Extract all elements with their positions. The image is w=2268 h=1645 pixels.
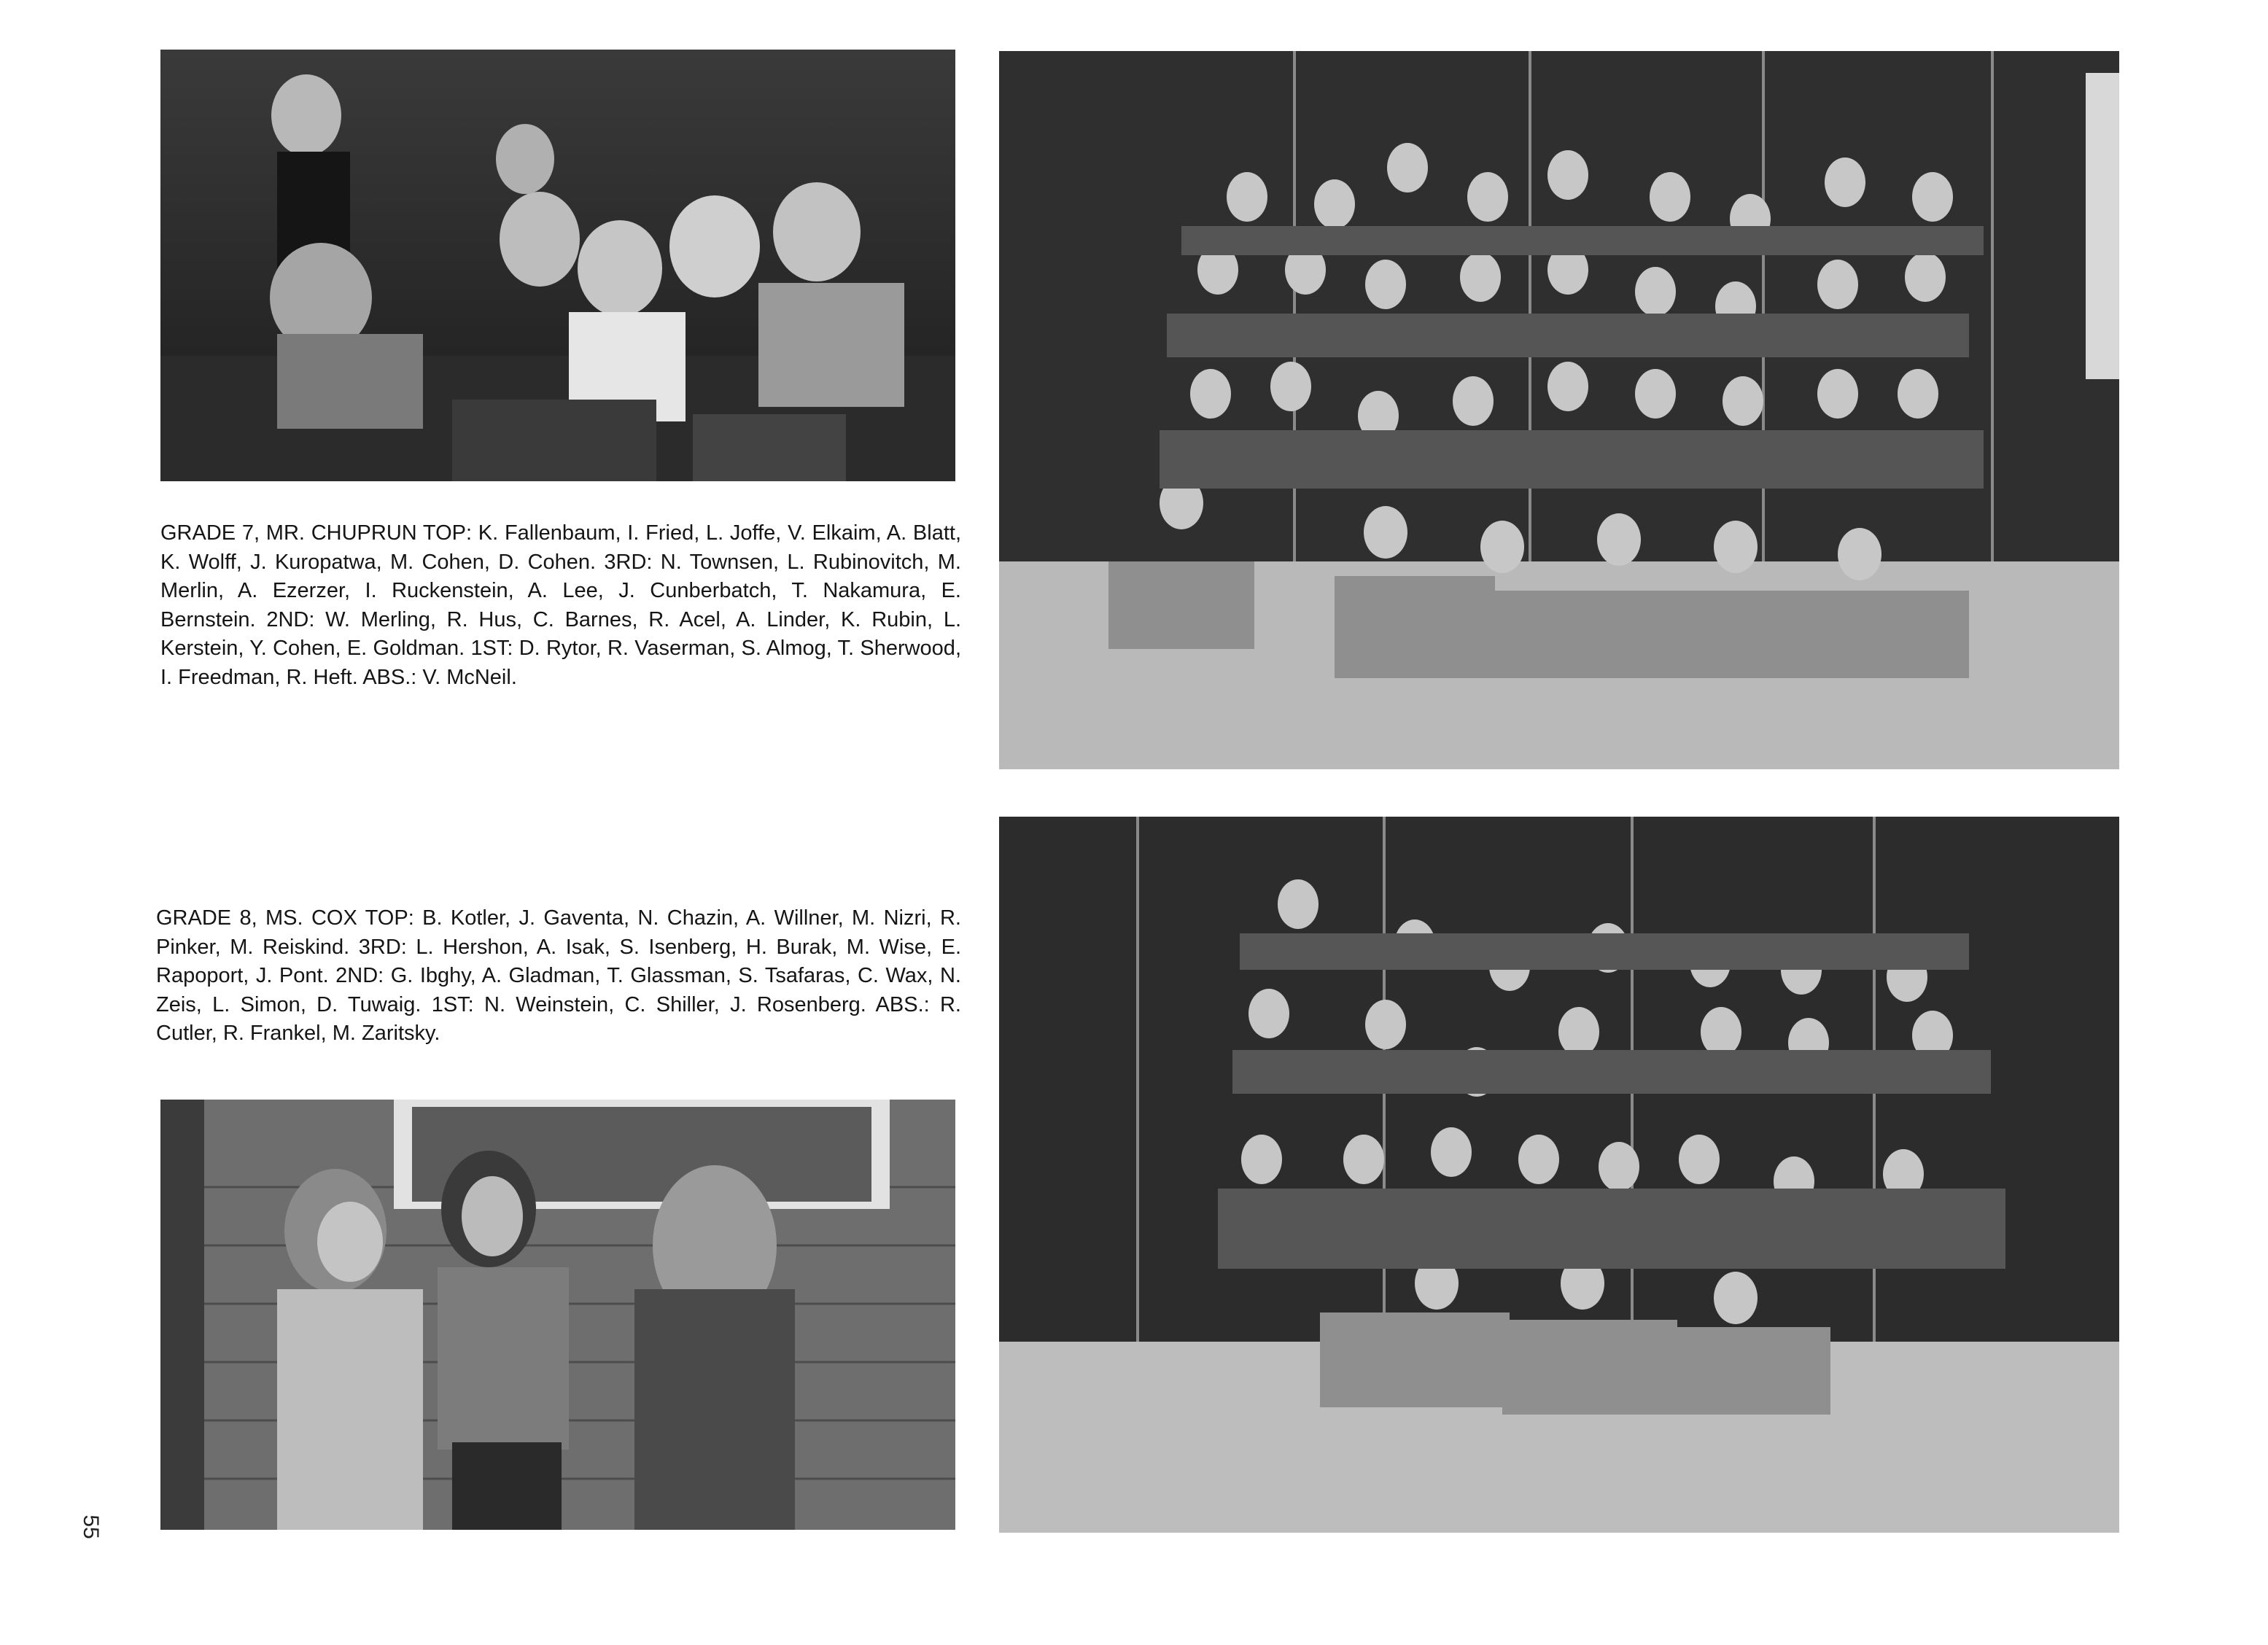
grade8-caption: GRADE 8, MS. COX TOP: B. Kotler, J. Gaventa, N. Chazin, A. Willner, M. Nizri, R. Pinker, M. Reiskind. 3RD: L. Hershon, A. Isak, S. Isenberg, H. Burak, M. Wise, E. Rapoport, J. Pont. 2ND: G. Ibghy, A. Gladman, T. Glassman, S. Tsafaras, C. Wax, N. Zeis, L. Simon, D. Tuwaig. 1ST: N. Weinstein, C. Shiller, J. Rosenberg. ABS.: R. Cutler, R. Frankel, M. Zaritsky. [156, 906, 961, 1045]
grade7-caption: GRADE 7, MR. CHUPRUN TOP: K. Fallenbaum, I. Fried, L. Joffe, V. Elkaim, A. Blatt, K. Wolff, J. Kuropatwa, M. Cohen, D. Cohen. 3RD: N. Townsen, L. Rubinovitch, M. Merlin, A. Ezerzer, I. Ruckenstein, A. Lee, J. Cunberbatch, T. Nakamura, E. Bernstein. 2ND: W. Merling, R. Hus, C. Barnes, R. Acel, A. Linder, K. Rubin, L. Kerstein, Y. Cohen, E. Goldman. 1ST: D. Rytor, R. Vaserman, S. Almog, T. Sherwood, I. Freedman, R. Heft. ABS.: V. McNeil. [160, 521, 961, 689]
hallway-candid-photo [160, 1100, 955, 1530]
grade8-class-photo [999, 817, 2119, 1533]
page-number: 55 [79, 1514, 103, 1539]
auditorium-candid-photo [160, 50, 955, 481]
grade7-class-photo [999, 51, 2119, 769]
